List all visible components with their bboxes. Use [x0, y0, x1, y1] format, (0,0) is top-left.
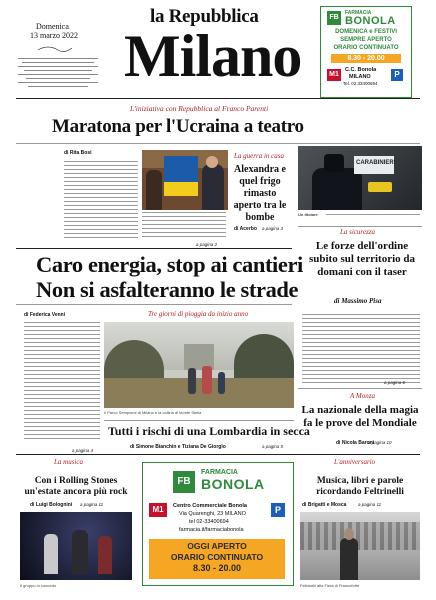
park-photo-caption: Il Parco Sempione di Milano e la collina di Monte Stella	[104, 410, 202, 415]
ad-open-continuous: ORARIO CONTINUATO	[170, 552, 264, 562]
magic-kicker: A Monza	[350, 392, 375, 400]
lead-byline: di Rita Bosi	[64, 150, 92, 156]
park-photo	[104, 322, 294, 408]
ad-address-2: Via Quarenghi, 23 MILANO	[179, 511, 246, 517]
bottom-section-rule	[16, 454, 420, 455]
lead-rule	[16, 143, 420, 144]
ad-metro-badge: M1	[327, 69, 341, 81]
war-byline: di Acerbo	[234, 226, 257, 232]
main-byline: di Federica Venni	[24, 312, 66, 318]
anniversary-kicker: L'anniversario	[334, 458, 376, 466]
ad-metro-badge-bottom: M1	[149, 503, 167, 517]
issue-date: 13 marzo 2022	[30, 31, 78, 40]
security-rule	[298, 226, 422, 227]
lead-body-col1	[64, 161, 138, 241]
lead-body-col2	[142, 212, 226, 242]
music-kicker: La musica	[54, 458, 83, 466]
center-headline[interactable]: Tutti i rischi di una Lombardia in secca	[108, 424, 310, 438]
main-rule	[16, 304, 292, 305]
magic-byline: di Nicola Baroni	[336, 440, 375, 446]
main-headline-line2[interactable]: Non si asfalteranno le strade	[36, 277, 299, 302]
rolling-stones-photo	[20, 512, 132, 580]
war-kicker: La guerra in casa	[234, 152, 284, 160]
lead-headline[interactable]: Maratona per l'Ucraina a teatro	[52, 116, 304, 137]
main-continues[interactable]: a pagina 4	[72, 448, 94, 453]
anniversary-headline[interactable]: Musica, libri e parole ricordando Feltrinelli	[316, 476, 404, 497]
ad-line-always-open: SEMPRE APERTO	[340, 37, 392, 43]
masthead-rule	[16, 98, 420, 99]
lead-kicker: L'iniziativa con Repubblica al Franco Parenti	[130, 104, 269, 113]
main-body	[24, 322, 100, 440]
war-headline[interactable]: Alexandra e quel frigo rimasto aperto tra le bombe	[233, 164, 287, 223]
ad-center-name: C.C. Bonola	[345, 67, 377, 73]
pharmacy-cross-icon: FB	[327, 11, 341, 25]
price-info-block	[18, 44, 98, 94]
carabinieri-caption: Un titolare	[298, 212, 318, 217]
lead-photo	[142, 150, 228, 210]
magic-rule	[298, 388, 422, 389]
lead-bottom-rule	[16, 248, 292, 249]
lead-continues[interactable]: a pagina 2	[196, 242, 218, 247]
pharmacy-ad-bottom[interactable]	[142, 462, 294, 586]
main-headline-line1[interactable]: Caro energia, stop ai cantieri	[36, 252, 303, 277]
music-continues[interactable]: a pagina 11	[80, 502, 104, 507]
security-body	[302, 314, 420, 386]
ad-phone: Tel. 02.33400694	[343, 81, 378, 86]
security-headline[interactable]: Le forze dell'ordine subito sul territorio da domani con il taser	[308, 240, 416, 278]
war-continues[interactable]: a pagina 3	[262, 226, 284, 231]
ad-line-continuous: ORARIO CONTINUATO	[333, 45, 399, 51]
music-byline: di Luigi Bolognini	[30, 502, 73, 508]
ad-phone-bottom: tel 02-33400694	[189, 519, 229, 525]
ad-parking-badge-bottom: P	[271, 503, 285, 517]
pharmacy-label: FARMACIA	[345, 10, 372, 16]
pharmacy-brand-bottom: BONOLA	[201, 476, 265, 492]
carabinieri-caption-lines	[326, 214, 420, 218]
security-byline: di Massimo Pisa	[334, 297, 382, 305]
anniversary-photo-caption: Feltrinelli alla Fiera di Francoforte	[300, 583, 360, 588]
ad-website[interactable]: farmacia.it/farmaciabonola	[179, 527, 244, 533]
center-rule	[104, 420, 294, 421]
music-photo-caption: Il gruppo in concerto	[20, 583, 57, 588]
ad-line-sundays: DOMENICA e FESTIVI	[335, 29, 397, 35]
pharmacy-brand: BONOLA	[345, 15, 396, 27]
carabinieri-photo: CARABINIERI	[298, 146, 422, 210]
issue-day: Domenica	[36, 22, 69, 31]
feltrinelli-photo	[300, 512, 420, 580]
security-continues[interactable]: a pagina 6	[384, 380, 406, 385]
edition-title: Milano	[124, 23, 302, 89]
pharmacy-ad-top[interactable]	[320, 6, 412, 98]
ad-city: MILANO	[349, 74, 371, 80]
center-continues[interactable]: a pagina 5	[262, 444, 284, 449]
ad-hours-bottom: 8.30 - 20.00	[192, 563, 242, 573]
publication-name: la Repubblica	[150, 6, 259, 27]
ad-open-today: OGGI APERTO	[187, 541, 247, 551]
magic-continues[interactable]: a pagina 10	[368, 440, 392, 445]
pharmacy-cross-icon-large: FB	[173, 471, 195, 493]
pharmacy-label-bottom: FARMACIA	[201, 469, 238, 476]
ad-hours: 8.30 - 20.00	[331, 54, 401, 63]
magic-headline[interactable]: La nazionale della magia fa le prove del Mondiale	[301, 404, 419, 429]
center-kicker: Tre giorni di pioggia da inizio anno	[148, 310, 249, 318]
anniversary-continues[interactable]: a pagina 11	[358, 502, 382, 507]
security-kicker: La sicurezza	[340, 228, 375, 236]
center-bylines: di Simone Bianchin e Tiziana De Giorgio	[130, 444, 226, 450]
anniversary-byline: di Brigatti e Mosca	[302, 502, 347, 508]
music-headline[interactable]: Con i Rolling Stones un'estate ancora più rock	[24, 476, 128, 497]
ad-address-1: Centro Commerciale Bonola	[173, 503, 247, 509]
ad-parking-badge: P	[391, 69, 403, 81]
